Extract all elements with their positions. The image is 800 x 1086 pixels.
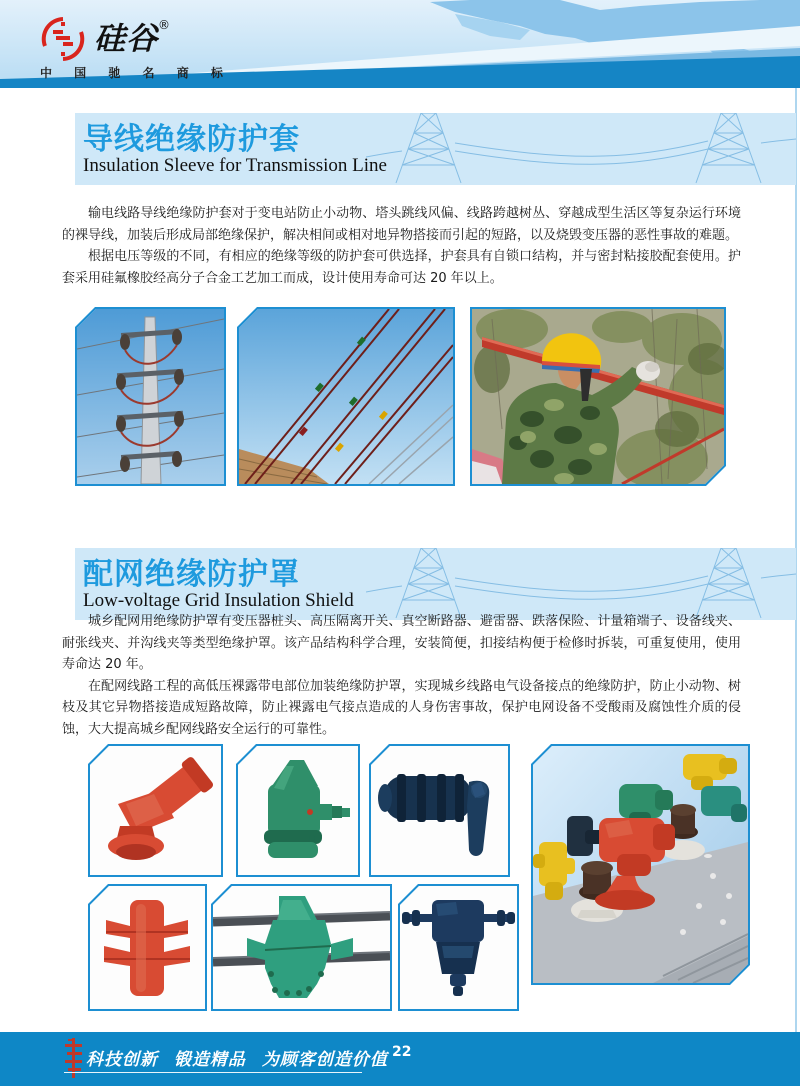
red-clamp-cover-photo (88, 884, 207, 1011)
section2-title-en: Low-voltage Grid Insulation Shield (83, 590, 354, 611)
registered-mark: ® (158, 18, 170, 32)
navy-clamp-cover-photo (398, 884, 519, 1011)
page-header (0, 0, 800, 88)
section2-paragraph-1: 城乡配网用绝缘防护罩有变压器桩头、高压隔离开关、真空断路器、避雷器、跌落保险、计量箱端子、设备线夹、耐张线夹、并沟线夹等类型绝缘护罩。该产品结构科学合理，安装简便，扣接结构便于检修时拆装，可重复使用，使用寿命达 20 年。 (62, 614, 741, 673)
section1-title-en: Insulation Sleeve for Transmission Line (83, 155, 387, 176)
installed-shields-photo (531, 744, 750, 985)
section2-body (62, 611, 741, 741)
section1-paragraph-1: 输电线路导线绝缘防护套对于变电站防止小动物、塔头跳线风偏、线路跨越树丛、穿越成型生活区等复杂运行环境的裸导线，加装后形成局部绝缘保护，解决相间或相对地异物搭接而引起的短路，以及烧毁变压器的恶性事故的难题。 (62, 206, 741, 243)
red-shield-photo (88, 744, 223, 877)
worker-installing-sleeve-photo (470, 307, 726, 486)
transmission-tower-line-art (366, 113, 796, 185)
navy-shield-photo (369, 744, 510, 877)
section2-paragraph-2: 在配网线路工程的高低压裸露带电部位加装绝缘防护罩，实现城乡线路电气设备接点的绝缘防护，防止小动物、树枝及其它异物搭接造成短路故障，防止裸露电气接点造成的人身伤害事故，保护电网设备不受酸雨及腐蚀性介质的侵蚀，大大提高城乡配网线路安全运行的可靠性。 (62, 678, 741, 737)
transmission-pole-photo (75, 307, 226, 486)
transmission-tower-line-art (366, 548, 796, 620)
logo-wordmark: 硅谷 (94, 21, 158, 57)
footer-underline (64, 1072, 362, 1073)
section1-title-zh: 导线绝缘防护套 (83, 122, 300, 157)
section1-title-bar (75, 113, 796, 185)
section1-paragraph-2: 根据电压等级的不同，有相应的绝缘等级的防护套可供选择，护套具有自锁口结构，并与密封粘接胶配套使用。护套采用硅氟橡胶经高分子合金工艺加工而成，设计使用寿命可达 20 年以上。 (62, 249, 741, 286)
logo-emblem-icon (40, 16, 86, 62)
sleeved-wires-photo (237, 307, 455, 486)
footer-slogan: 科技创新 锻造精品 为顾客创造价值 (86, 1050, 388, 1070)
logo-subtitle: 中 国 驰 名 商 标 (40, 66, 232, 80)
page-number: 22 (392, 1044, 412, 1060)
company-logo (40, 16, 260, 80)
green-cable-cover-photo (211, 884, 392, 1011)
page-footer (0, 1032, 800, 1086)
section1-body (62, 203, 741, 289)
section2-title-bar (75, 548, 796, 620)
green-shield-photo (236, 744, 360, 877)
section2-title-zh: 配网绝缘防护罩 (83, 557, 300, 592)
